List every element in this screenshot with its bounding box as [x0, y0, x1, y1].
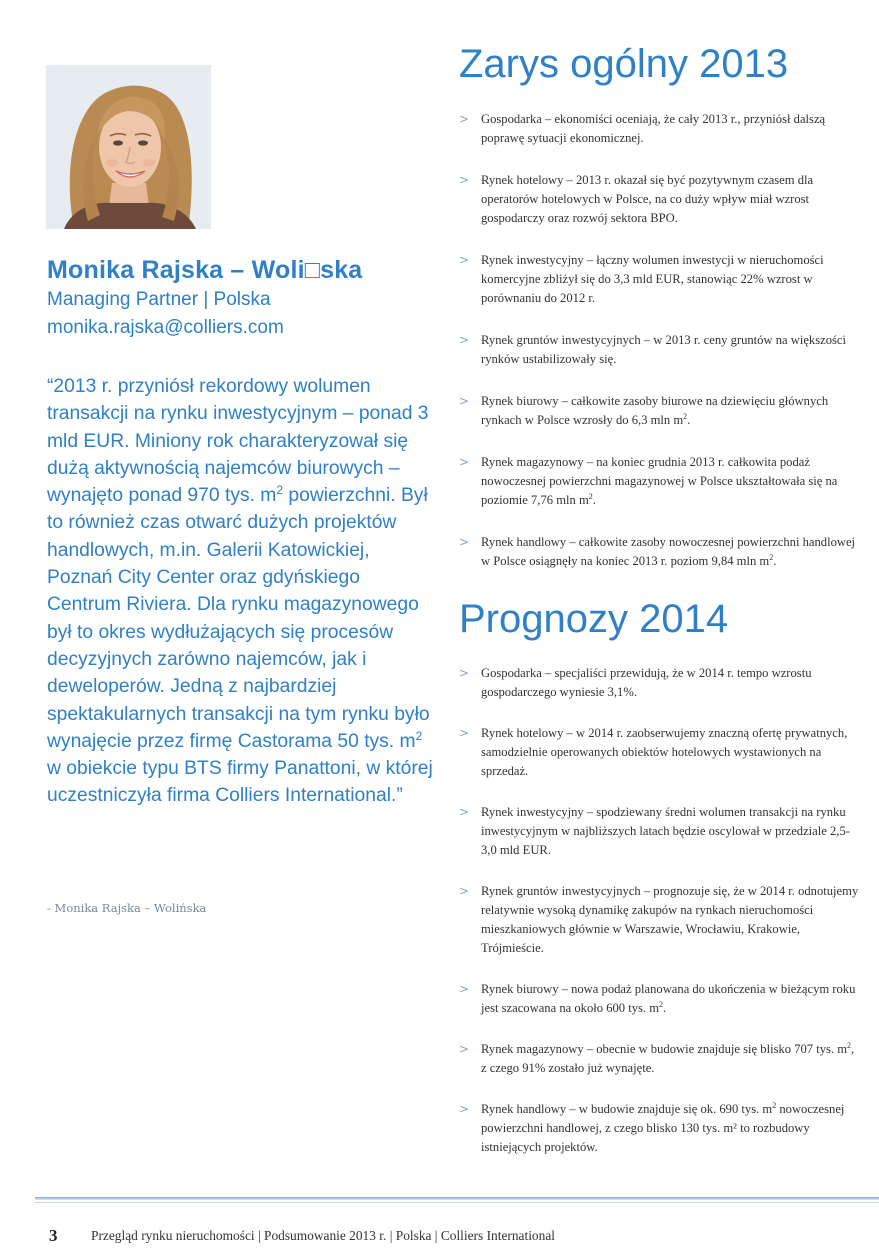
- forecast-title: Prognozy 2014: [459, 597, 729, 641]
- chevron-right-icon: >: [459, 982, 470, 996]
- page-number: 3: [49, 1226, 58, 1245]
- quote-signature: - Monika Rajska – Wolińska: [47, 901, 207, 915]
- overview-item-text: Rynek handlowy – całkowite zasoby nowoczesnej powierzchni handlowej w Polsce osiągnęły na koniec 2013 r. poziom 9,84 mln m: [481, 535, 856, 568]
- chevron-right-icon: >: [459, 535, 470, 549]
- overview-item-superscript: 2: [588, 492, 593, 501]
- quote-superscript: 2: [276, 483, 284, 498]
- forecast-item-tail: , z czego 91% zostało już wynajęte.: [481, 1042, 855, 1075]
- author-quote: [47, 373, 439, 810]
- chevron-right-icon: >: [459, 726, 470, 740]
- forecast-item-superscript: 2: [847, 1041, 852, 1050]
- overview-item-tail: .: [592, 493, 596, 507]
- chevron-right-icon: >: [459, 173, 470, 187]
- forecast-item-superscript: 2: [772, 1101, 777, 1110]
- overview-item: [459, 251, 859, 308]
- forecast-item-text: Rynek gruntów inwestycyjnych – prognozuje się, że w 2014 r. odnotujemy relatywnie wysoką dynamikę zakupów na rynkach nieruchomości mieszkaniowych głównie w Warszawie, Wrocławiu, Krakowie, Trójmieście.: [481, 884, 859, 955]
- forecast-item-superscript: 2: [659, 1000, 664, 1009]
- overview-list: [459, 110, 859, 594]
- overview-item: [459, 171, 859, 228]
- footer-divider-thin: [35, 1202, 879, 1203]
- overview-item-tail: .: [773, 554, 777, 568]
- forecast-item-text: Rynek hotelowy – w 2014 r. zaobserwujemy znaczną ofertę prywatnych, samodzielnie operowanych obiektów hotelowych wystawionych na sprzedaż.: [481, 726, 848, 778]
- overview-item-tail: .: [687, 413, 691, 427]
- author-portrait: [46, 65, 211, 229]
- chevron-right-icon: >: [459, 884, 470, 898]
- forecast-item-tail: nowoczesnej powierzchni handlowej, z czego blisko 130 tys. m² to rozbudowy istniejących projektów.: [481, 1102, 845, 1154]
- chevron-right-icon: >: [459, 805, 470, 819]
- chevron-right-icon: >: [459, 253, 470, 267]
- chevron-right-icon: >: [459, 1042, 470, 1056]
- footer-divider: [35, 1197, 879, 1200]
- overview-item: [459, 392, 859, 430]
- forecast-item: [459, 664, 859, 702]
- footer-text: Przegląd rynku nieruchomości | Podsumowanie 2013 r. | Polska | Colliers International: [91, 1228, 555, 1243]
- author-role: Managing Partner | Polska: [47, 289, 271, 310]
- overview-item: [459, 110, 859, 148]
- forecast-item-text: Rynek inwestycyjny – spodziewany średni wolumen transakcji na rynku inwestycyjnym w najbliższych latach będzie oscylował w przedziale 2,5-3,0 mld EUR.: [481, 805, 850, 857]
- forecast-item-text: Rynek handlowy – w budowie znajduje się ok. 690 tys. m: [481, 1102, 773, 1116]
- overview-item-superscript: 2: [683, 412, 688, 421]
- chevron-right-icon: >: [459, 1102, 470, 1116]
- author-email[interactable]: monika.rajska@colliers.com: [47, 317, 284, 338]
- forecast-item-tail: .: [663, 1001, 667, 1015]
- chevron-right-icon: >: [459, 666, 470, 680]
- chevron-right-icon: >: [459, 112, 470, 126]
- forecast-item-text: Rynek biurowy – nowa podaż planowana do ukończenia w bieżącym roku jest szacowana na około 600 tys. m: [481, 982, 856, 1015]
- quote-text: w obiekcie typu BTS firmy Panattoni, w której uczestniczyła firma Colliers International.”: [47, 758, 433, 807]
- overview-item-text: Gospodarka – ekonomiści oceniają, że cały 2013 r., przyniósł dalszą poprawę sytuacji ekonomicznej.: [481, 112, 826, 145]
- forecast-item-text: Gospodarka – specjaliści przewidują, że w 2014 r. tempo wzrostu gospodarczego wyniesie 3,1%.: [481, 666, 812, 699]
- overview-item-text: Rynek biurowy – całkowite zasoby biurowe na dziewięciu głównych rynkach w Polsce wzrosły do 6,3 mln m: [481, 394, 829, 427]
- chevron-right-icon: >: [459, 333, 470, 347]
- overview-title: Zarys ogólny 2013: [459, 42, 789, 86]
- overview-item-superscript: 2: [769, 553, 774, 562]
- chevron-right-icon: >: [459, 455, 470, 469]
- forecast-item: [459, 724, 859, 781]
- overview-item-text: Rynek magazynowy – na koniec grudnia 2013 r. całkowita podaż nowoczesnej powierzchni magazynowej w Polsce ukształtowała się na poziomie 7,76 mln m: [481, 455, 838, 507]
- quote-text: “2013 r. przyniósł rekordowy wolumen transakcji na rynku inwestycyjnym – ponad 3 mld EUR. Miniony rok charakteryzował się dużą aktywnością najemców biurowych – wynajęto ponad 970 tys. m: [47, 376, 429, 507]
- overview-item: [459, 453, 859, 510]
- overview-item-text: Rynek inwestycyjny – łączny wolumen inwestycji w nieruchomości komercyjne zbliżył się do 3,3 mld EUR, stanowiąc 22% wzrost w porównaniu do 2012 r.: [481, 253, 824, 305]
- overview-item: [459, 533, 859, 571]
- forecast-item: [459, 1040, 859, 1078]
- overview-item: [459, 331, 859, 369]
- quote-text: powierzchni. Był to również czas otwarć dużych projektów handlowych, m.in. Galerii Katowickiej, Poznań City Center oraz gdyńskiego Centrum Riviera. Dla rynku magazynowego był to okres wydłużających się procesów decyzyjnych zarówno najemców, jak i deweloperów. Jedną z najbardziej spektakularnych transakcji na tym rynku było wynajęcie przez firmę Castorama 50 tys. m: [47, 485, 430, 752]
- forecast-list: [459, 664, 859, 1179]
- overview-item-text: Rynek hotelowy – 2013 r. okazał się być pozytywnym czasem dla operatorów hotelowych w Polsce, na co duży wpływ miał wzrost gospodarczy oraz rozwój sektora BPO.: [481, 173, 814, 225]
- forecast-item: [459, 882, 859, 958]
- author-name: Monika Rajska – Woli□ska: [47, 256, 363, 284]
- forecast-item-text: Rynek magazynowy – obecnie w budowie znajduje się blisko 707 tys. m: [481, 1042, 848, 1056]
- chevron-right-icon: >: [459, 394, 470, 408]
- overview-item-text: Rynek gruntów inwestycyjnych – w 2013 r. ceny gruntów na większości rynków ustabilizowały się.: [481, 333, 846, 366]
- forecast-item: [459, 980, 859, 1018]
- forecast-item: [459, 1100, 859, 1157]
- forecast-item: [459, 803, 859, 860]
- quote-superscript: 2: [415, 728, 423, 743]
